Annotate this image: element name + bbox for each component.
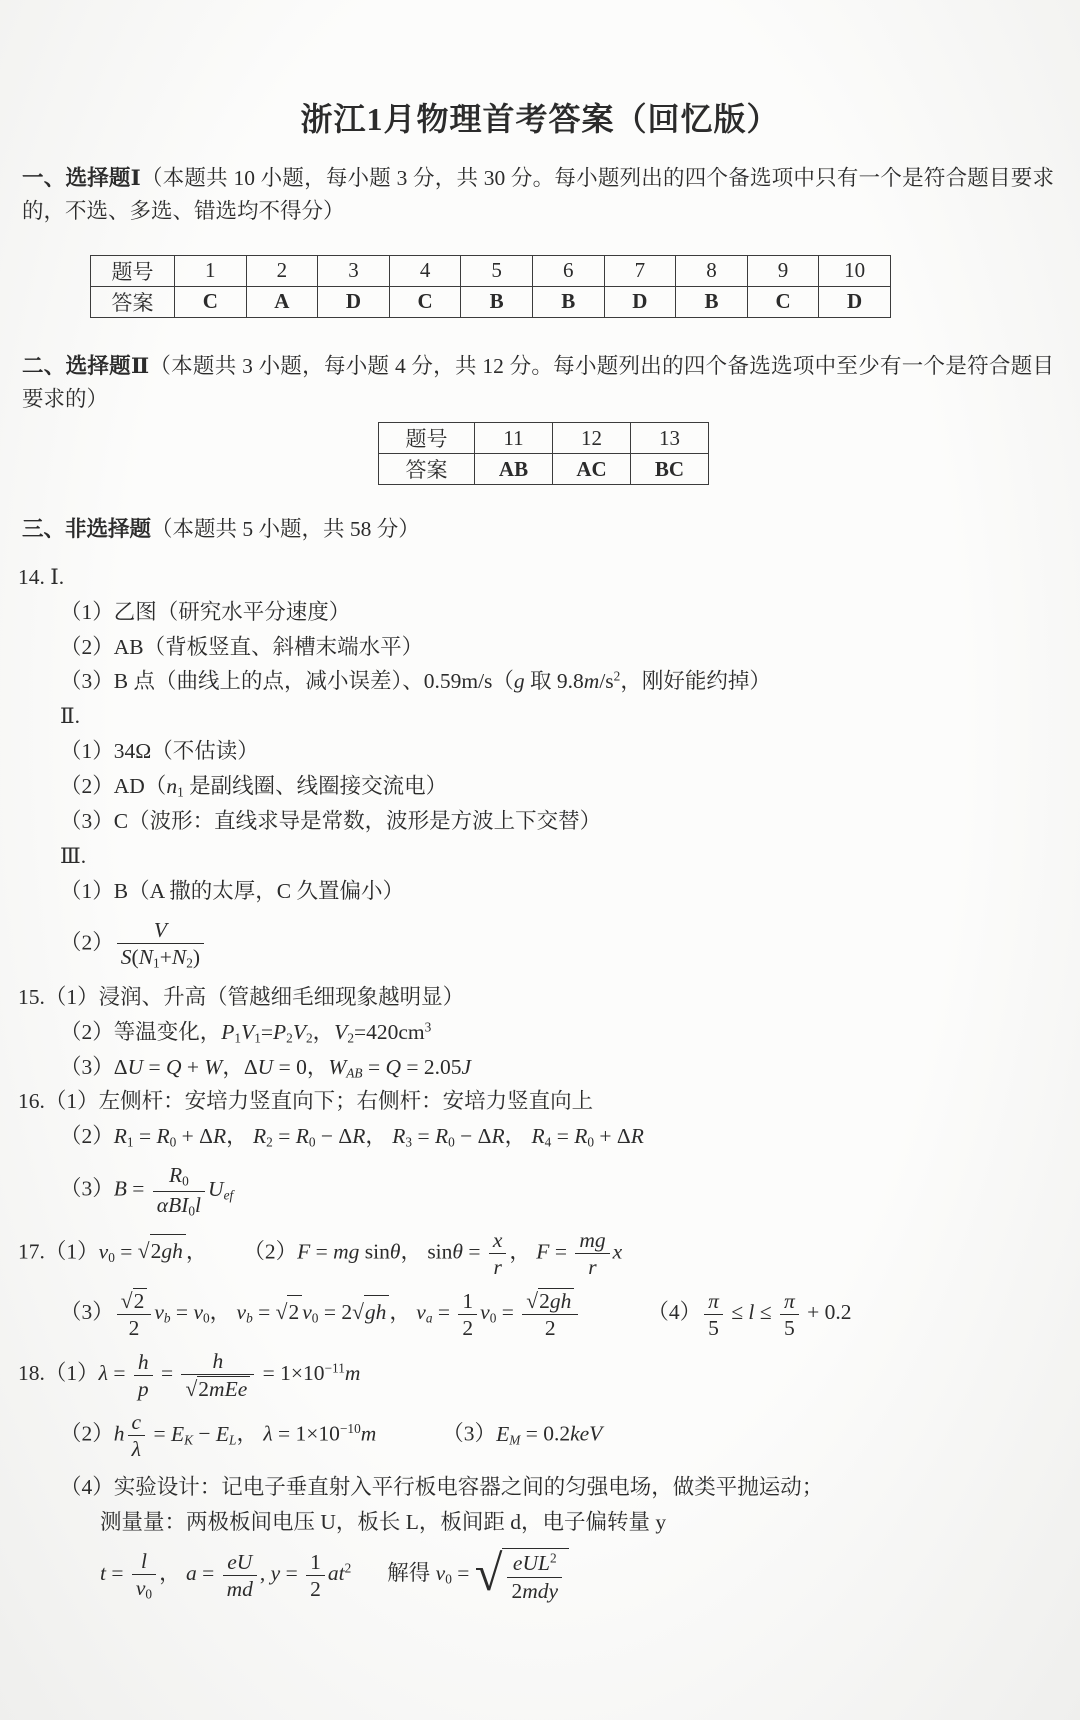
answer-line-q14-2-3: （3）C（波形：直线求导是常数，波形是方波上下交替）	[60, 809, 602, 834]
table1-question-row	[91, 255, 891, 286]
table2-qnum-cell: 13	[631, 423, 709, 454]
section1-heading	[0, 162, 1080, 229]
table2-answer-cell: AB	[475, 454, 553, 485]
table1-header-cell: 题号	[91, 255, 175, 286]
table1-answer-cell: D	[819, 286, 891, 317]
table1-header-cell: 答案	[91, 286, 175, 317]
answer-line-q15-2: （2）等温变化，$P_1V_1=P_2V_2$，$V_2=420cm^3$	[60, 1019, 432, 1045]
table1-answer-cell: C	[389, 286, 461, 317]
table2-qnum-cell: 12	[553, 423, 631, 454]
table1-qnum-cell: 10	[819, 255, 891, 286]
answer-line-q16-3-formula: （3）B = $\frac{R_0}{\alpha BI_0l}$ $U_{ef}$	[60, 1163, 234, 1218]
table1-answer-cell: B	[676, 286, 748, 317]
answer-line-q15-1: 15.（1）浸润、升高（管越细毛细现象越明显）	[18, 984, 465, 1009]
answer-line-q14-1-2: （2）AB（背板竖直、斜槽末端水平）	[60, 634, 424, 659]
table2-answer-row	[379, 454, 709, 485]
answer-table-1	[90, 255, 891, 318]
table1-answer-cell: B	[461, 286, 533, 317]
answer-line-q14-3-1: （1）B（A 撒的太厚，C 久置偏小）	[60, 879, 405, 904]
section1-label: 一、选择题Ⅰ	[22, 166, 141, 190]
table2-question-row	[379, 423, 709, 454]
table1-answer-cell: D	[604, 286, 676, 317]
answer-line-q18-1: 18.（1）λ = $\frac{h}{p}$ = $\frac{h}{\text{√2mEe}}$ = $1\times 10^{-11}m$	[18, 1349, 361, 1402]
answers-block	[0, 561, 1080, 1603]
answer-line-q16-2: $(2)R_1 = R_0 + \Delta R$， $R_2 = R_0 - \Delta R$， $R_3 = R_0 - \Delta R$， $R_4 = R_0 + \Delta R$	[60, 1124, 644, 1150]
answer-line-q14-part1: 14. Ⅰ.	[18, 564, 65, 589]
table1-qnum-cell: 5	[461, 255, 533, 286]
section2-heading	[0, 350, 1080, 417]
section3-label: 三、非选择题	[22, 517, 152, 542]
section1-description: （本题共 10 小题，每小题 3 分，共 30 分。每小题列出的四个备选项中只有一个是符合题目要求的，不选、多选、错选均不得分）	[22, 166, 1054, 224]
answer-line-q17-1-2: $17.(1)v_0 = √2gh$ ， （2）F = mg sinθ， sinθ = $\frac{x}{r}$ ， F = $\frac{mg}{r}$ x	[18, 1227, 623, 1279]
table1-qnum-cell: 9	[747, 255, 819, 286]
answer-line-q16-1: 16.（1）左侧杆：安培力竖直向下；右侧杆：安培力竖直向上	[18, 1089, 594, 1114]
table1-answer-row	[91, 286, 891, 317]
table2-header-cell: 答案	[379, 454, 475, 485]
answer-line-q18-4-measure: 测量量：两极板间电压 U，板长 L，板间距 d，电子偏转量 y	[100, 1509, 667, 1534]
table1-answer-cell: C	[747, 286, 819, 317]
table1-qnum-cell: 7	[604, 255, 676, 286]
table2-answer-cell: BC	[631, 454, 709, 485]
table1-qnum-cell: 3	[318, 255, 390, 286]
answer-line-q14-2-2: $(2)AD(n_1$ 是副线圈、线圈接交流电）	[60, 774, 448, 800]
answer-line-q14-part2: Ⅱ.	[60, 704, 80, 729]
answer-line-q14-3-2-formula: （2） $\frac{V}{S(N_1+N_2)}$	[0, 918, 1080, 971]
answer-line-q14-part3: Ⅲ.	[60, 844, 87, 869]
answer-line-q18-2-3: （2）h $\frac{c}{\lambda}$ = $E_K - E_L$， $\lambda = 1\times 10^{-10}m$ $(3)E_M = 0.2keV$	[60, 1410, 603, 1462]
table2-answer-cell: AC	[553, 454, 631, 485]
section2-label: 二、选择题Ⅱ	[22, 353, 150, 378]
table1-qnum-cell: 8	[676, 255, 748, 286]
table1-qnum-cell: 1	[175, 255, 247, 286]
page-title: 浙江1月物理首考答案（回忆版）	[300, 101, 780, 137]
answer-line-q14-2-1: （1）34Ω（不估读）	[60, 739, 259, 764]
table1-qnum-cell: 4	[389, 255, 461, 286]
section3-description: （本题共 5 小题，共 58 分）	[151, 517, 420, 542]
answer-line-q14-1-3: （3）B 点（曲线上的点，减小误差）、0.59m/s（g 取 $9.8m/s^2$，刚好能约掉）	[60, 669, 771, 694]
table2-header-cell: 题号	[379, 423, 475, 454]
table1-qnum-cell: 2	[246, 255, 318, 286]
answer-table-2	[378, 422, 709, 485]
table1-answer-cell: B	[532, 286, 604, 317]
table1-answer-cell: C	[175, 286, 247, 317]
answer-line-q17-3-4: （3） $\frac{√2}{2}$ $v_b = v_0$， $v_b = √2$ $v_0 = 2√gh$ ， $v_a$ = $\frac{1}{2}$ $v_0$ = $\frac{√2gh}{2}$ （4） $\frac{\pi}{5}$ ≤ l ≤ $\frac{\pi}{5}$ + 0.2	[60, 1288, 852, 1341]
table1-answer-cell: A	[246, 286, 318, 317]
section3-heading	[0, 513, 1080, 546]
answer-line-q18-4-formula: t = $\frac{l}{v_0}$ ， a = $\frac{eU}{md}$ , y = $\frac{1}{2}$ $at^2$ 解得 $v_0$ = √ $\frac{eUL^2}{\text{2mdy}}$	[0, 1548, 1080, 1602]
answer-line-q14-1-1: （1）乙图（研究水平分速度）	[60, 599, 351, 624]
answer-line-q18-4: （4）实验设计：记电子垂直射入平行板电容器之间的匀强电场，做类平抛运动；	[60, 1474, 824, 1499]
table2-qnum-cell: 11	[475, 423, 553, 454]
section2-description: （本题共 3 小题，每小题 4 分，共 12 分。每小题列出的四个备选选项中至少有一个是符合题目要求的）	[22, 353, 1054, 411]
answer-line-q15-3: （3）ΔU = Q + W，ΔU = 0，$W_{AB} = Q = 2.05J$	[60, 1054, 472, 1080]
table1-answer-cell: D	[318, 286, 390, 317]
table1-qnum-cell: 6	[532, 255, 604, 286]
